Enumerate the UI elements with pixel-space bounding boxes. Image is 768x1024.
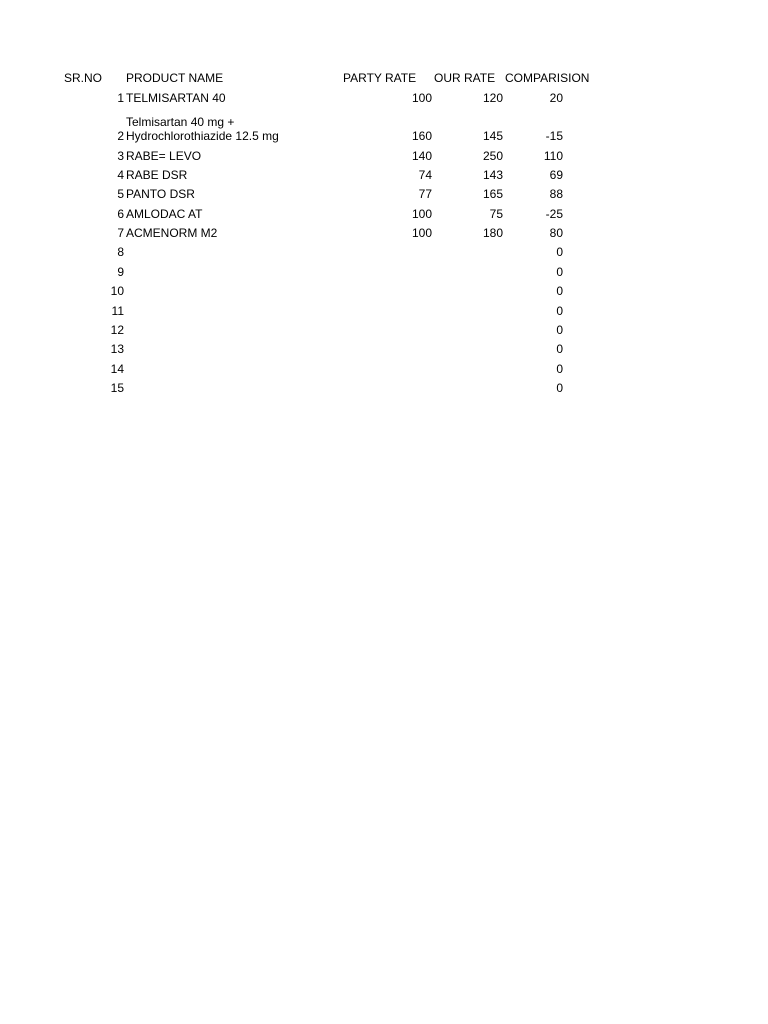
table-row	[0, 88, 768, 107]
table-row	[0, 184, 768, 203]
product-name-cell: RABE= LEVO	[126, 149, 202, 163]
comparision-cell: 80	[549, 226, 563, 240]
party-rate-cell: 140	[411, 149, 432, 163]
our-rate-cell: 145	[482, 129, 503, 143]
comparision-cell: 0	[556, 245, 563, 259]
table-row	[0, 281, 768, 300]
header-our-rate: OUR RATE	[434, 71, 496, 85]
sr-no-cell: 7	[117, 226, 124, 240]
table-row	[0, 204, 768, 223]
our-rate-cell: 180	[482, 226, 503, 240]
comparision-cell: 0	[556, 284, 563, 298]
table-row	[0, 262, 768, 281]
header-comparision: COMPARISION	[505, 71, 590, 85]
sr-no-cell: 5	[117, 187, 124, 201]
comparision-cell: -25	[545, 207, 563, 221]
party-rate-cell: 74	[418, 168, 432, 182]
our-rate-cell: 143	[482, 168, 503, 182]
product-name-cell: RABE DSR	[126, 168, 188, 182]
sr-no-cell: 6	[117, 207, 124, 221]
product-name-cell: PANTO DSR	[126, 187, 195, 201]
header-product-name: PRODUCT NAME	[126, 71, 224, 85]
table-row	[0, 339, 768, 358]
party-rate-cell: 100	[411, 207, 432, 221]
table-row	[0, 242, 768, 261]
comparision-cell: 0	[556, 342, 563, 356]
our-rate-cell: 75	[489, 207, 503, 221]
header-sr-no: SR.NO	[64, 71, 103, 85]
comparision-cell: 0	[556, 323, 563, 337]
product-name-cell: AMLODAC AT	[126, 207, 203, 221]
sr-no-cell: 8	[117, 245, 124, 259]
table-row	[0, 301, 768, 320]
party-rate-cell: 160	[411, 129, 432, 143]
sr-no-cell: 2	[117, 129, 124, 143]
comparision-cell: 69	[549, 168, 563, 182]
sr-no-cell: 15	[110, 381, 124, 395]
header-party-rate: PARTY RATE	[343, 71, 417, 85]
comparision-cell: -15	[545, 129, 563, 143]
sr-no-cell: 3	[117, 149, 124, 163]
party-rate-cell: 77	[418, 187, 432, 201]
comparision-cell: 88	[549, 187, 563, 201]
sr-no-cell: 11	[111, 304, 124, 318]
product-name-cell: ACMENORM M2	[126, 226, 218, 240]
table-row	[0, 107, 768, 145]
table-row	[0, 359, 768, 378]
party-rate-cell: 100	[411, 91, 432, 105]
comparision-cell: 0	[556, 265, 563, 279]
header-row	[0, 68, 768, 87]
our-rate-cell: 120	[482, 91, 503, 105]
table-row	[0, 378, 768, 397]
our-rate-cell: 165	[482, 187, 503, 201]
product-name-cell: Telmisartan 40 mg + Hydrochlorothiazide 12.5 mg	[126, 115, 279, 143]
sr-no-cell: 13	[110, 342, 124, 356]
comparision-cell: 0	[556, 381, 563, 395]
product-name-cell: TELMISARTAN 40	[126, 91, 226, 105]
sr-no-cell: 1	[117, 91, 124, 105]
party-rate-cell: 100	[411, 226, 432, 240]
sr-no-cell: 4	[117, 168, 124, 182]
our-rate-cell: 250	[482, 149, 503, 163]
sr-no-cell: 14	[110, 362, 124, 376]
comparision-cell: 110	[543, 149, 563, 163]
sr-no-cell: 9	[117, 265, 124, 279]
sr-no-cell: 12	[110, 323, 124, 337]
comparision-cell: 0	[556, 362, 563, 376]
sr-no-cell: 10	[110, 284, 124, 298]
table-row	[0, 146, 768, 165]
table-row	[0, 165, 768, 184]
table-row	[0, 223, 768, 242]
comparision-cell: 0	[556, 304, 563, 318]
comparision-cell: 20	[549, 91, 563, 105]
table-row	[0, 320, 768, 339]
